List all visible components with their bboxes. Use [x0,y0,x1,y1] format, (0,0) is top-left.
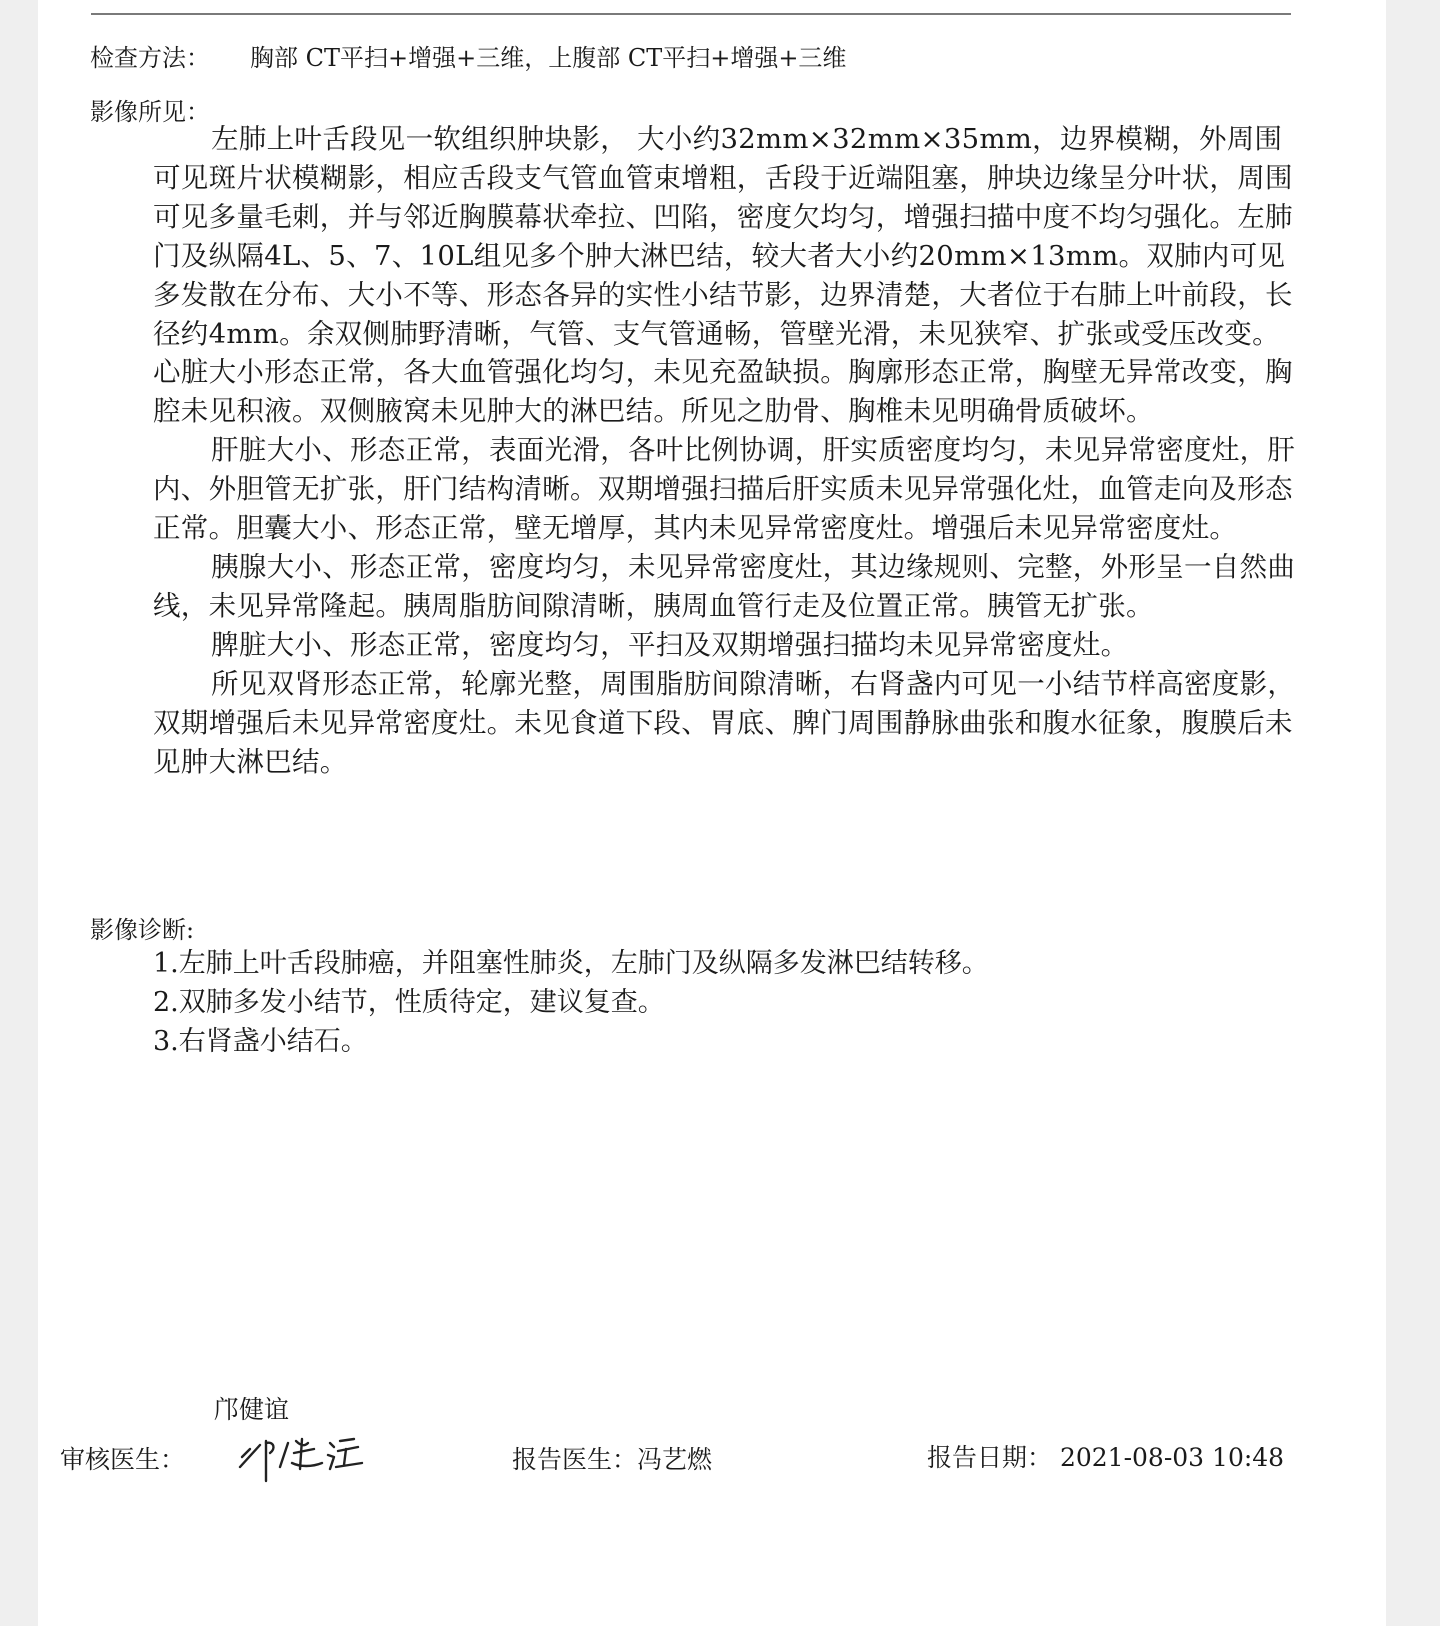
reporting-doctor: 报告医生：冯艺燃 [512,1445,713,1474]
diagnosis-list [153,945,989,1062]
findings-paragraph-kidney: 所见双肾形态正常，轮廓光整，周围脂肪间隙清晰，右肾盏内可见一小结节样高密度影，双期增强后未见异常密度灶。未见食道下段、胃底、脾门周围静脉曲张和腹水征象，腹膜后未见肿大淋巴结。 [153,667,1296,778]
findings-paragraph-spleen: 脾脏大小、形态正常，密度均匀，平扫及双期增强扫描均未见异常密度灶。 [211,628,1129,661]
report-page [38,0,1386,1626]
exam-method-value: 胸部 CT平扫+增强+三维，上腹部 CT平扫+增强+三维 [250,44,847,72]
reviewer-signature-icon [230,1423,380,1493]
diagnosis-label: 影像诊断: [90,916,195,944]
diagnosis-item: 1.左肺上叶舌段肺癌，并阻塞性肺炎，左肺门及纵隔多发淋巴结转移。 [153,948,989,979]
findings-paragraph-pancreas: 胰腺大小、形态正常，密度均匀，未见异常密度灶，其边缘规则、完整，外形呈一自然曲线，未见异常隆起。胰周脂肪间隙清晰，胰周血管行走及位置正常。胰管无扩张。 [153,550,1296,622]
diagnosis-item: 3.右肾盏小结石。 [153,1025,368,1057]
findings-paragraph-liver: 肝脏大小、形态正常，表面光滑，各叶比例协调，肝实质密度均匀，未见异常密度灶，肝内、外胆管无扩张，肝门结构清晰。双期增强扫描后肝实质未见异常强化灶，血管走向及形态正常。胆囊大小、形态正常，壁无增厚，其内未见异常密度灶。增强后未见异常密度灶。 [153,434,1296,545]
findings-body [153,120,1298,781]
exam-method-label: 检查方法： [90,44,210,72]
diagnosis-item: 2.双肺多发小结节，性质待定，建议复查。 [153,986,665,1018]
findings-label: 影像所见： [90,98,210,126]
header-divider [91,13,1291,15]
report-date: 报告日期： 2021-08-03 10:48 [927,1443,1285,1472]
findings-paragraph-chest: 左肺上叶舌段见一软组织肿块影， 大小约32mm×32mm×35mm，边界模糊，外周围可见斑片状模糊影，相应舌段支气管血管束增粗，舌段于近端阻塞，肿块边缘呈分叶状，周围可见多量毛刺，并与邻近胸膜幕状牵拉、凹陷，密度欠均匀，增强扫描中度不均匀强化。左肺门及纵隔4L、5、7、10L组见多个肿大淋巴结，较大者大小约20mm×13mm。双肺内可见多发散在分布、大小不等、形态各异的实性小结节影，边界清楚，大者位于右肺上叶前段，长径约4mm。余双侧肺野清晰，气管、支气管通畅，管壁光滑，未见狭窄、扩张或受压改变。心脏大小形态正常，各大血管强化均匀，未见充盈缺损。胸廓形态正常，胸壁无异常改变，胸腔未见积液。双侧腋窝未见肿大的淋巴结。所见之肋骨、胸椎未见明确骨质破坏。 [153,123,1293,428]
reviewer-printed-name: 邝健谊 [214,1395,290,1424]
reviewer-label: 审核医生： [60,1445,186,1474]
